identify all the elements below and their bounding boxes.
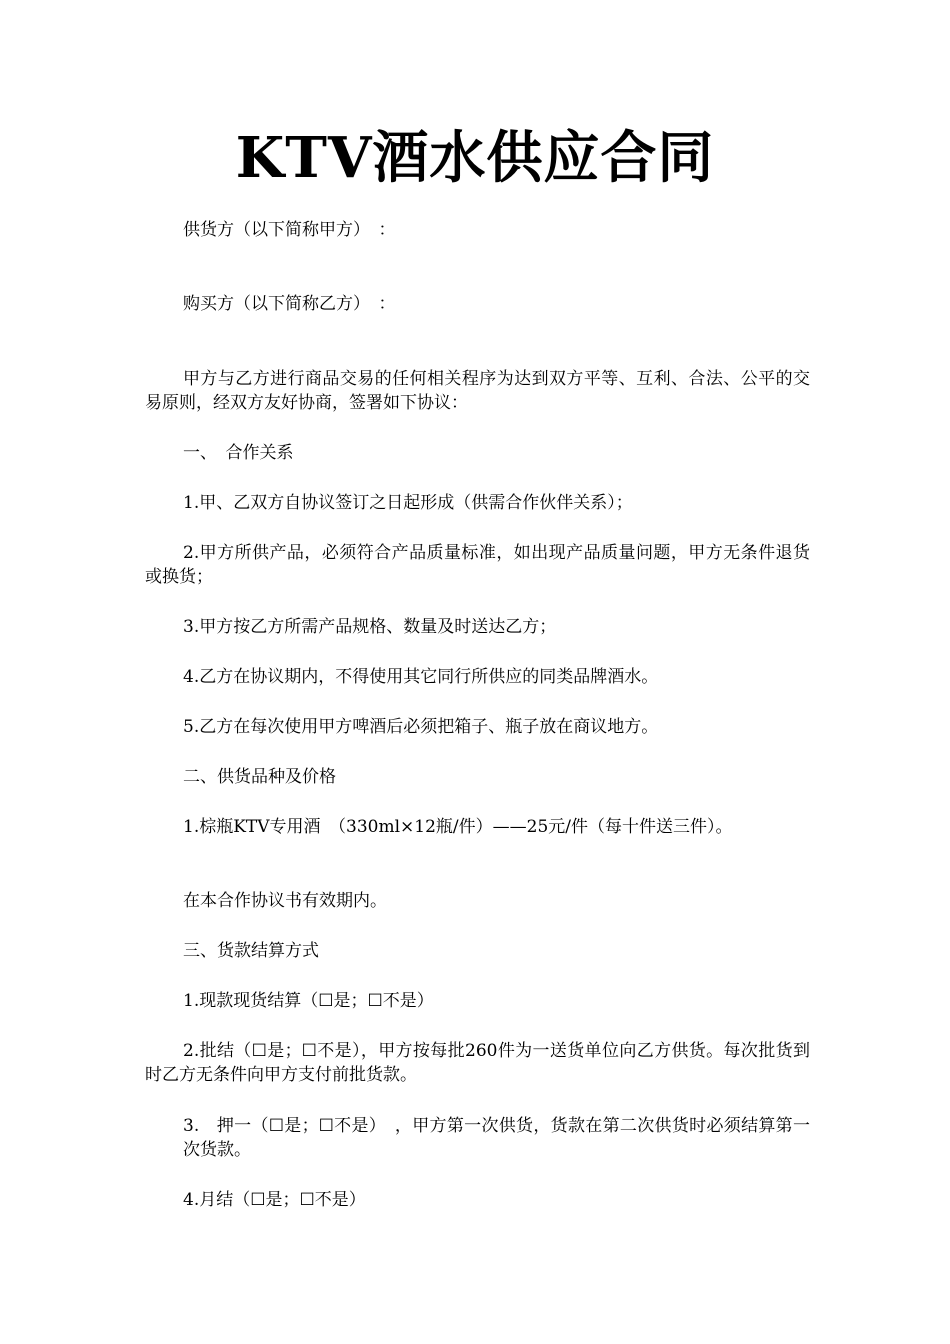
section3-item: 3. 押一（☐是；☐不是） ，甲方第一次供货，货款在第二次供货时必须结算第一次货款。 <box>183 1116 810 1160</box>
section1-item: 3.甲方按乙方所需产品规格、数量及时送达乙方； <box>183 617 557 637</box>
document-title: KTV酒水供应合同 <box>235 125 715 191</box>
section1-item: 2.甲方所供产品，必须符合产品质量标准，如出现产品质量问题，甲方无条件退货或换货； <box>145 543 810 587</box>
section1-heading: 一、 合作关系 <box>183 443 294 463</box>
buyer-label: 购买方（以下简称乙方） ： <box>183 294 396 314</box>
intro-paragraph: 甲方与乙方进行商品交易的任何相关程序为达到双方平等、互利、合法、公平的交易原则，经双方友好协商，签署如下协议： <box>145 369 810 413</box>
supplier-label: 供货方（以下简称甲方） ： <box>183 220 396 240</box>
section2-item: 1.棕瓶KTV专用酒 （330ml×12瓶/件）——25元/件（每十件送三件）。 <box>183 817 733 837</box>
section1-item: 1.甲、乙双方自协议签订之日起形成（供需合作伙伴关系）； <box>183 493 633 513</box>
section3-heading: 三、货款结算方式 <box>183 941 319 961</box>
section3-item: 2.批结（☐是；☐不是），甲方按每批260件为一送货单位向乙方供货。每次批货到时乙方无条件向甲方支付前批货款。 <box>145 1041 810 1085</box>
section2-note: 在本合作协议书有效期内。 <box>183 891 387 911</box>
section2-heading: 二、供货品种及价格 <box>183 767 336 787</box>
section3-item: 4.月结（☐是；☐不是） <box>183 1190 366 1210</box>
section3-item: 1.现款现货结算（☐是；☐不是） <box>183 991 434 1011</box>
section1-item: 4.乙方在协议期内，不得使用其它同行所供应的同类品牌酒水。 <box>183 667 659 687</box>
section1-item: 5.乙方在每次使用甲方啤酒后必须把箱子、瓶子放在商议地方。 <box>183 717 659 737</box>
